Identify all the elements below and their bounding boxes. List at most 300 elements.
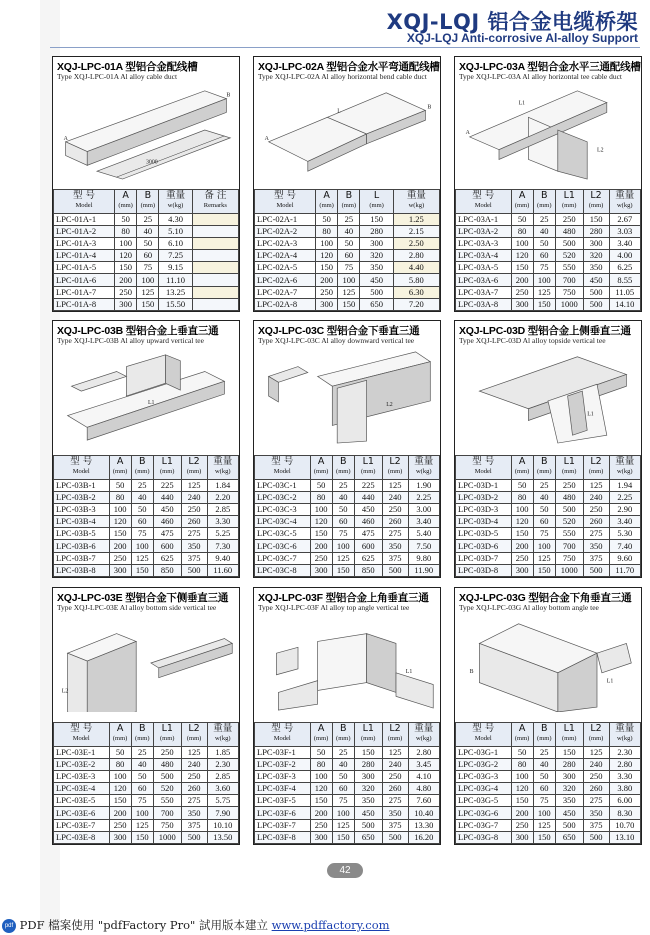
panel-subtitle: Type XQJ-LPC-03G Al alloy bottom angle tee — [459, 603, 599, 612]
table-cell: LPC-01A-6 — [54, 274, 115, 286]
table-cell: 40 — [137, 225, 159, 237]
table-row — [456, 274, 641, 286]
column-header: L1 (mm) — [555, 189, 583, 213]
table-cell: LPC-03C-2 — [255, 491, 311, 503]
table-cell: LPC-03B-1 — [54, 479, 110, 491]
spec-table — [455, 189, 641, 312]
table-cell: 9.60 — [609, 552, 640, 564]
product-panel — [454, 587, 642, 845]
table-row — [255, 564, 440, 576]
table-cell: 75 — [332, 795, 354, 807]
table-row — [54, 250, 239, 262]
table-row — [54, 298, 239, 310]
table-row — [255, 286, 440, 298]
table-cell: 300 — [360, 237, 393, 249]
table-cell: 100 — [511, 770, 533, 782]
table-cell: LPC-02A-7 — [255, 286, 316, 298]
table-cell: 25 — [533, 479, 555, 491]
table-cell: 125 — [131, 552, 153, 564]
table-cell: 1000 — [555, 564, 583, 576]
column-header: 型 号 Model — [456, 455, 512, 479]
table-cell: 25 — [131, 479, 153, 491]
table-row — [456, 237, 641, 249]
table-cell: 250 — [316, 286, 338, 298]
table-cell: LPC-03B-5 — [54, 528, 110, 540]
svg-text:A: A — [465, 129, 470, 136]
table-cell: LPC-03E-5 — [54, 795, 110, 807]
column-header: B (mm) — [131, 455, 153, 479]
table-cell: 50 — [332, 770, 354, 782]
panel-subtitle: Type XQJ-LPC-02A Al alloy horizontal bend cable duct — [258, 72, 427, 81]
table-cell: LPC-03G-2 — [456, 758, 512, 770]
spec-table — [53, 189, 239, 312]
table-cell: 260 — [583, 516, 609, 528]
panel-title: XQJ-LPC-02A 型铝合金水平弯通配线槽 — [258, 61, 440, 73]
table-cell: 60 — [338, 250, 360, 262]
table-cell: 1.25 — [393, 213, 439, 225]
product-panel — [52, 320, 240, 578]
table-cell: 150 — [332, 831, 354, 843]
column-header: B (mm) — [137, 189, 159, 213]
table-cell: 120 — [310, 516, 332, 528]
table-header-row — [255, 189, 440, 213]
table-cell: 150 — [533, 831, 555, 843]
column-header: L1 (mm) — [555, 722, 583, 746]
table-row — [54, 746, 239, 758]
table-cell: LPC-03D-4 — [456, 516, 512, 528]
table-header-row — [255, 722, 440, 746]
table-cell: 6.25 — [609, 262, 640, 274]
table-cell: 1.94 — [609, 479, 640, 491]
table-cell: LPC-03A-1 — [456, 213, 512, 225]
product-drawing — [57, 347, 235, 445]
table-cell: LPC-03A-6 — [456, 274, 512, 286]
table-cell: 120 — [511, 783, 533, 795]
table-row — [456, 770, 641, 782]
table-cell: 500 — [354, 819, 382, 831]
table-cell: 13.30 — [408, 819, 439, 831]
table-cell: 1000 — [555, 298, 583, 310]
table-cell: 100 — [338, 274, 360, 286]
table-cell: 7.30 — [207, 540, 238, 552]
table-row — [456, 516, 641, 528]
table-cell: 50 — [137, 237, 159, 249]
table-cell: 8.30 — [609, 807, 640, 819]
table-cell: 40 — [533, 491, 555, 503]
table-cell: 650 — [360, 298, 393, 310]
svg-text:L1: L1 — [587, 411, 594, 418]
table-cell: LPC-03C-7 — [255, 552, 311, 564]
table-row — [255, 274, 440, 286]
table-cell: LPC-03G-4 — [456, 783, 512, 795]
table-row — [255, 783, 440, 795]
table-cell: 350 — [555, 795, 583, 807]
column-header: 重量 w(kg) — [408, 722, 439, 746]
table-cell: 6.10 — [159, 237, 192, 249]
table-cell: 2.25 — [609, 491, 640, 503]
table-cell: 750 — [555, 286, 583, 298]
panel-subtitle: Type XQJ-LPC-03F Al alloy top angle vertical tee — [258, 603, 410, 612]
table-cell: 3.30 — [207, 516, 238, 528]
table-cell: 100 — [316, 237, 338, 249]
table-cell: 440 — [354, 491, 382, 503]
footer-link[interactable]: www.pdffactory.com — [271, 918, 390, 932]
table-cell: 7.40 — [609, 540, 640, 552]
table-cell: 260 — [583, 783, 609, 795]
table-cell: 50 — [533, 770, 555, 782]
table-cell: 625 — [354, 552, 382, 564]
table-row — [456, 286, 641, 298]
svg-text:B: B — [427, 104, 432, 111]
table-cell: LPC-03C-8 — [255, 564, 311, 576]
table-row — [255, 237, 440, 249]
table-cell: 100 — [533, 807, 555, 819]
table-row — [456, 250, 641, 262]
table-cell: 350 — [583, 262, 609, 274]
table-cell: 300 — [511, 298, 533, 310]
table-cell: 350 — [181, 807, 207, 819]
table-cell: 3.03 — [609, 225, 640, 237]
table-cell: 2.85 — [207, 770, 238, 782]
column-header: L2 (mm) — [181, 455, 207, 479]
panel-title: XQJ-LPC-03E 型铝合金下侧垂直三通 — [57, 592, 229, 604]
table-cell: 25 — [338, 213, 360, 225]
table-cell: 11.05 — [609, 286, 640, 298]
table-cell: 100 — [310, 770, 332, 782]
table-row — [255, 250, 440, 262]
table-cell: LPC-03D-3 — [456, 503, 512, 515]
table-cell: 200 — [115, 274, 137, 286]
table-row — [255, 225, 440, 237]
table-cell: LPC-03B-3 — [54, 503, 110, 515]
table-cell: 260 — [382, 783, 408, 795]
table-cell: 350 — [382, 807, 408, 819]
table-cell: LPC-03G-5 — [456, 795, 512, 807]
table-cell: 200 — [310, 807, 332, 819]
svg-text:L1: L1 — [606, 678, 614, 685]
table-row — [456, 479, 641, 491]
table-cell: 200 — [511, 540, 533, 552]
table-cell: 150 — [583, 213, 609, 225]
table-cell: 650 — [354, 831, 382, 843]
table-cell: LPC-03B-7 — [54, 552, 110, 564]
table-cell: 500 — [153, 770, 181, 782]
table-cell: 240 — [181, 758, 207, 770]
table-cell: 60 — [533, 783, 555, 795]
table-cell: 60 — [533, 516, 555, 528]
table-cell: 80 — [511, 758, 533, 770]
table-row — [54, 503, 239, 515]
spec-table — [53, 722, 239, 845]
footer-text: PDF 檔案使用 "pdfFactory Pro" 試用版本建立 — [19, 918, 272, 932]
table-cell: 100 — [115, 237, 137, 249]
svg-text:L1: L1 — [405, 668, 413, 675]
table-cell: 700 — [555, 540, 583, 552]
table-cell: 80 — [310, 491, 332, 503]
table-row — [54, 758, 239, 770]
table-header-row — [456, 455, 641, 479]
product-panel — [52, 56, 240, 312]
table-cell: 275 — [181, 795, 207, 807]
table-row — [255, 516, 440, 528]
table-cell: 240 — [583, 758, 609, 770]
table-cell: 4.40 — [393, 262, 439, 274]
table-cell: 7.50 — [408, 540, 439, 552]
svg-text:B: B — [469, 668, 474, 675]
table-header-row — [54, 722, 239, 746]
table-cell: 100 — [109, 770, 131, 782]
table-cell: 100 — [533, 540, 555, 552]
table-cell: LPC-03G-3 — [456, 770, 512, 782]
table-cell: 125 — [533, 552, 555, 564]
table-row — [255, 770, 440, 782]
table-row — [54, 540, 239, 552]
table-cell: LPC-02A-2 — [255, 225, 316, 237]
table-cell: LPC-03B-8 — [54, 564, 110, 576]
table-cell: 5.25 — [207, 528, 238, 540]
column-header: 型 号 Model — [54, 722, 110, 746]
table-cell: 75 — [533, 528, 555, 540]
product-drawing — [258, 83, 436, 181]
table-cell: 50 — [310, 479, 332, 491]
table-cell: 375 — [382, 552, 408, 564]
table-cell: 450 — [360, 274, 393, 286]
table-cell: 100 — [131, 807, 153, 819]
table-cell: 275 — [382, 528, 408, 540]
table-cell: 100 — [310, 503, 332, 515]
table-row — [456, 819, 641, 831]
table-cell: 50 — [511, 746, 533, 758]
table-cell: 10.10 — [207, 819, 238, 831]
table-row — [456, 783, 641, 795]
table-cell: 250 — [382, 770, 408, 782]
table-cell: 150 — [354, 746, 382, 758]
table-cell: 460 — [354, 516, 382, 528]
table-cell: 25 — [137, 213, 159, 225]
table-cell: LPC-03D-7 — [456, 552, 512, 564]
table-cell: LPC-02A-8 — [255, 298, 316, 310]
table-cell: LPC-01A-2 — [54, 225, 115, 237]
table-cell: 600 — [153, 540, 181, 552]
table-cell: 150 — [555, 746, 583, 758]
table-row — [54, 225, 239, 237]
table-row — [255, 262, 440, 274]
spec-table — [254, 189, 440, 312]
column-header: 重量 w(kg) — [159, 189, 192, 213]
table-cell: 240 — [583, 491, 609, 503]
table-row — [54, 528, 239, 540]
table-cell — [192, 286, 238, 298]
table-cell: LPC-03C-4 — [255, 516, 311, 528]
table-cell: 520 — [153, 783, 181, 795]
table-cell: 80 — [316, 225, 338, 237]
table-cell: 3.80 — [609, 783, 640, 795]
table-cell: 2.30 — [207, 758, 238, 770]
table-row — [255, 819, 440, 831]
table-cell: 7.20 — [393, 298, 439, 310]
table-cell: 250 — [382, 503, 408, 515]
table-cell: LPC-03E-8 — [54, 831, 110, 843]
table-cell: 150 — [109, 528, 131, 540]
table-cell: 120 — [310, 783, 332, 795]
table-cell: 150 — [338, 298, 360, 310]
table-cell: 80 — [511, 225, 533, 237]
table-cell: 375 — [382, 819, 408, 831]
column-header: 型 号 Model — [456, 189, 512, 213]
spec-table — [254, 455, 440, 578]
table-cell: 440 — [153, 491, 181, 503]
table-cell: 275 — [181, 528, 207, 540]
table-cell: 300 — [316, 298, 338, 310]
table-cell: 1.90 — [408, 479, 439, 491]
column-header: L2 (mm) — [583, 722, 609, 746]
table-cell: LPC-03G-1 — [456, 746, 512, 758]
table-row — [456, 795, 641, 807]
table-cell: 3.40 — [609, 516, 640, 528]
column-header: 重量 w(kg) — [207, 455, 238, 479]
table-cell: 700 — [153, 807, 181, 819]
column-header: A (mm) — [316, 189, 338, 213]
table-cell: 10.70 — [609, 819, 640, 831]
table-cell: 150 — [137, 298, 159, 310]
table-cell: 2.80 — [393, 250, 439, 262]
table-cell: LPC-01A-1 — [54, 213, 115, 225]
table-cell: 280 — [354, 758, 382, 770]
table-cell: LPC-03B-4 — [54, 516, 110, 528]
table-cell: 40 — [332, 491, 354, 503]
table-cell: 75 — [131, 528, 153, 540]
column-header: B (mm) — [533, 455, 555, 479]
table-cell: 75 — [332, 528, 354, 540]
table-cell: 350 — [360, 262, 393, 274]
table-cell: 120 — [109, 783, 131, 795]
column-header: 重量 w(kg) — [207, 722, 238, 746]
table-cell — [192, 213, 238, 225]
panel-title: XQJ-LPC-03F 型铝合金上角垂直三通 — [258, 592, 429, 604]
table-cell: 1.85 — [207, 746, 238, 758]
table-cell: LPC-02A-3 — [255, 237, 316, 249]
table-cell: 260 — [382, 516, 408, 528]
table-cell: 125 — [382, 479, 408, 491]
table-cell: 60 — [131, 783, 153, 795]
table-cell: LPC-03B-2 — [54, 491, 110, 503]
table-cell: LPC-03F-8 — [255, 831, 311, 843]
table-cell: 5.80 — [393, 274, 439, 286]
table-cell: 300 — [555, 770, 583, 782]
table-cell: 125 — [583, 479, 609, 491]
column-header: 型 号 Model — [54, 189, 115, 213]
table-cell: 120 — [316, 250, 338, 262]
table-cell: 125 — [332, 819, 354, 831]
table-cell: 7.25 — [159, 250, 192, 262]
table-cell: 150 — [360, 213, 393, 225]
table-cell: 60 — [332, 783, 354, 795]
table-cell: 250 — [181, 770, 207, 782]
table-row — [54, 552, 239, 564]
table-cell: 2.50 — [393, 237, 439, 249]
table-cell: 4.00 — [609, 250, 640, 262]
table-cell: 3.00 — [408, 503, 439, 515]
table-cell: 550 — [555, 528, 583, 540]
table-cell: 4.10 — [408, 770, 439, 782]
table-cell: 750 — [555, 552, 583, 564]
column-header: L2 (mm) — [583, 189, 609, 213]
panel-subtitle: Type XQJ-LPC-01A Al alloy cable duct — [57, 72, 178, 81]
panel-title: XQJ-LPC-01A 型铝合金配线槽 — [57, 61, 198, 73]
table-cell: 300 — [310, 564, 332, 576]
table-cell: LPC-03E-4 — [54, 783, 110, 795]
table-cell: 275 — [583, 795, 609, 807]
product-drawing — [459, 614, 637, 712]
table-cell: LPC-03G-8 — [456, 831, 512, 843]
column-header: A (mm) — [310, 722, 332, 746]
product-panel — [253, 56, 441, 312]
table-cell: 480 — [153, 758, 181, 770]
table-cell — [192, 225, 238, 237]
table-cell: LPC-01A-5 — [54, 262, 115, 274]
table-row — [456, 758, 641, 770]
table-row — [255, 758, 440, 770]
table-cell: 5.75 — [207, 795, 238, 807]
table-cell: 500 — [583, 298, 609, 310]
table-cell: 280 — [360, 225, 393, 237]
table-cell: 125 — [533, 819, 555, 831]
table-cell: LPC-03F-2 — [255, 758, 311, 770]
table-cell: LPC-03C-5 — [255, 528, 311, 540]
table-cell: 260 — [181, 783, 207, 795]
svg-text:A: A — [63, 135, 68, 142]
table-cell: 500 — [555, 819, 583, 831]
table-cell: 4.30 — [159, 213, 192, 225]
table-cell: 9.15 — [159, 262, 192, 274]
table-cell: 120 — [511, 250, 533, 262]
table-row — [456, 540, 641, 552]
title-divider — [50, 47, 640, 48]
table-cell: 240 — [382, 491, 408, 503]
panel-subtitle: Type XQJ-LPC-03C Al alloy downward vertical tee — [258, 336, 415, 345]
table-cell: LPC-03E-7 — [54, 819, 110, 831]
table-cell: 8.55 — [609, 274, 640, 286]
table-cell: 250 — [109, 819, 131, 831]
table-cell: 25 — [332, 746, 354, 758]
panel-title: XQJ-LPC-03A 型铝合金水平三通配线槽 — [459, 61, 641, 73]
spec-table — [254, 722, 440, 845]
table-cell: 150 — [533, 298, 555, 310]
table-cell: 480 — [555, 225, 583, 237]
column-header: L1 (mm) — [555, 455, 583, 479]
column-header: B (mm) — [533, 722, 555, 746]
table-cell: 1000 — [153, 831, 181, 843]
table-header-row — [456, 189, 641, 213]
table-row — [456, 528, 641, 540]
table-cell: 300 — [109, 564, 131, 576]
table-cell: 275 — [382, 795, 408, 807]
table-cell: 250 — [583, 770, 609, 782]
table-cell: 125 — [533, 286, 555, 298]
column-header: L2 (mm) — [382, 722, 408, 746]
table-cell: 450 — [354, 807, 382, 819]
table-cell: LPC-03F-6 — [255, 807, 311, 819]
table-row — [255, 503, 440, 515]
table-cell: 40 — [131, 758, 153, 770]
table-cell: 225 — [354, 479, 382, 491]
table-cell: 40 — [332, 758, 354, 770]
table-row — [456, 831, 641, 843]
column-header: 型 号 Model — [54, 455, 110, 479]
table-row — [54, 479, 239, 491]
table-cell: LPC-01A-4 — [54, 250, 115, 262]
table-cell: 500 — [181, 564, 207, 576]
